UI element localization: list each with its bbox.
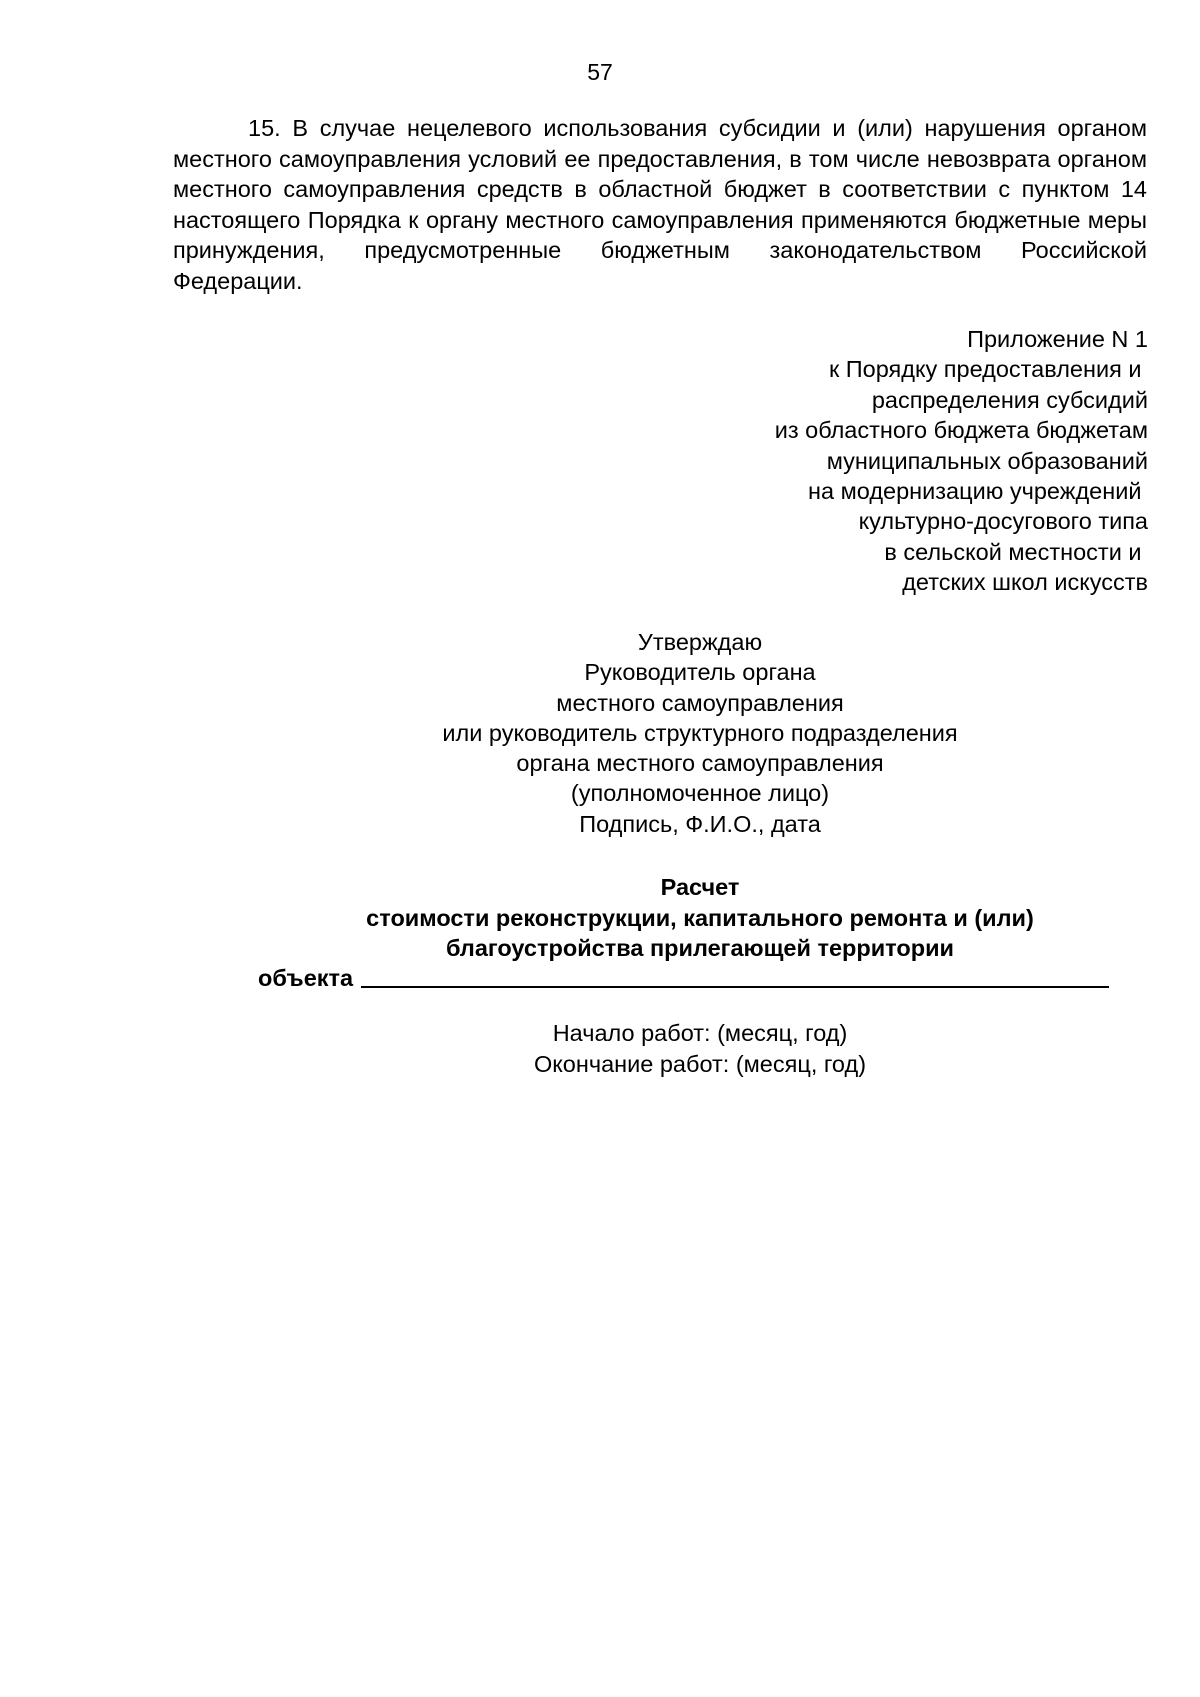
document-title <box>200 872 1200 964</box>
object-field <box>258 962 1158 993</box>
appendix-line: распределения субсидий <box>871 386 1148 413</box>
work-dates <box>300 1018 1100 1079</box>
appendix-line: к Порядку предоставления и <box>828 356 1148 383</box>
paragraph-15: 15. В случае нецелевого использования субсидии и (или) нарушения органом местного самоуправления условий ее предоставления, в том числе невозврата органом местного самоуправления средств в областной бюджет в соответствии с пунктом 14 настоящего Порядка к органу местного самоуправления применяются бюджетные меры принуждения, предусмотренные бюджетным законодательством Российской Федерации. <box>173 115 1147 294</box>
end-date-line: Окончание работ: (месяц, год) <box>533 1050 867 1077</box>
appendix-line: из областного бюджета бюджетам <box>774 417 1148 444</box>
approval-line: местного самоуправления <box>556 689 844 716</box>
appendix-line: культурно-досугового типа <box>858 508 1148 535</box>
approval-line: или руководитель структурного подразделения <box>442 719 958 746</box>
approval-line: (уполномоченное лицо) <box>570 780 830 807</box>
appendix-line: на модернизацию учреждений <box>808 478 1148 505</box>
title-line-3: благоустройства прилегающей территории <box>445 935 954 961</box>
approval-line: Утверждаю <box>637 629 763 655</box>
title-line-2: стоимости реконструкции, капитального ремонта и (или) <box>366 904 1034 931</box>
appendix-line: муниципальных образований <box>826 447 1148 474</box>
appendix-line: Приложение N 1 <box>967 326 1148 352</box>
title-line-1: Расчет <box>660 874 740 900</box>
appendix-line: детских школ искусств <box>902 569 1148 596</box>
page-number: 57 <box>587 59 613 85</box>
appendix-line: в сельской местности и <box>884 538 1148 565</box>
approval-line: органа местного самоуправления <box>516 750 884 777</box>
appendix-header <box>528 324 1148 598</box>
object-label: объекта <box>258 965 354 991</box>
object-blank-line <box>361 964 1109 988</box>
start-date-line: Начало работ: (месяц, год) <box>552 1020 848 1046</box>
approval-line: Руководитель органа <box>584 659 816 686</box>
approval-block <box>300 627 1100 839</box>
approval-line: Подпись, Ф.И.О., дата <box>579 810 821 837</box>
